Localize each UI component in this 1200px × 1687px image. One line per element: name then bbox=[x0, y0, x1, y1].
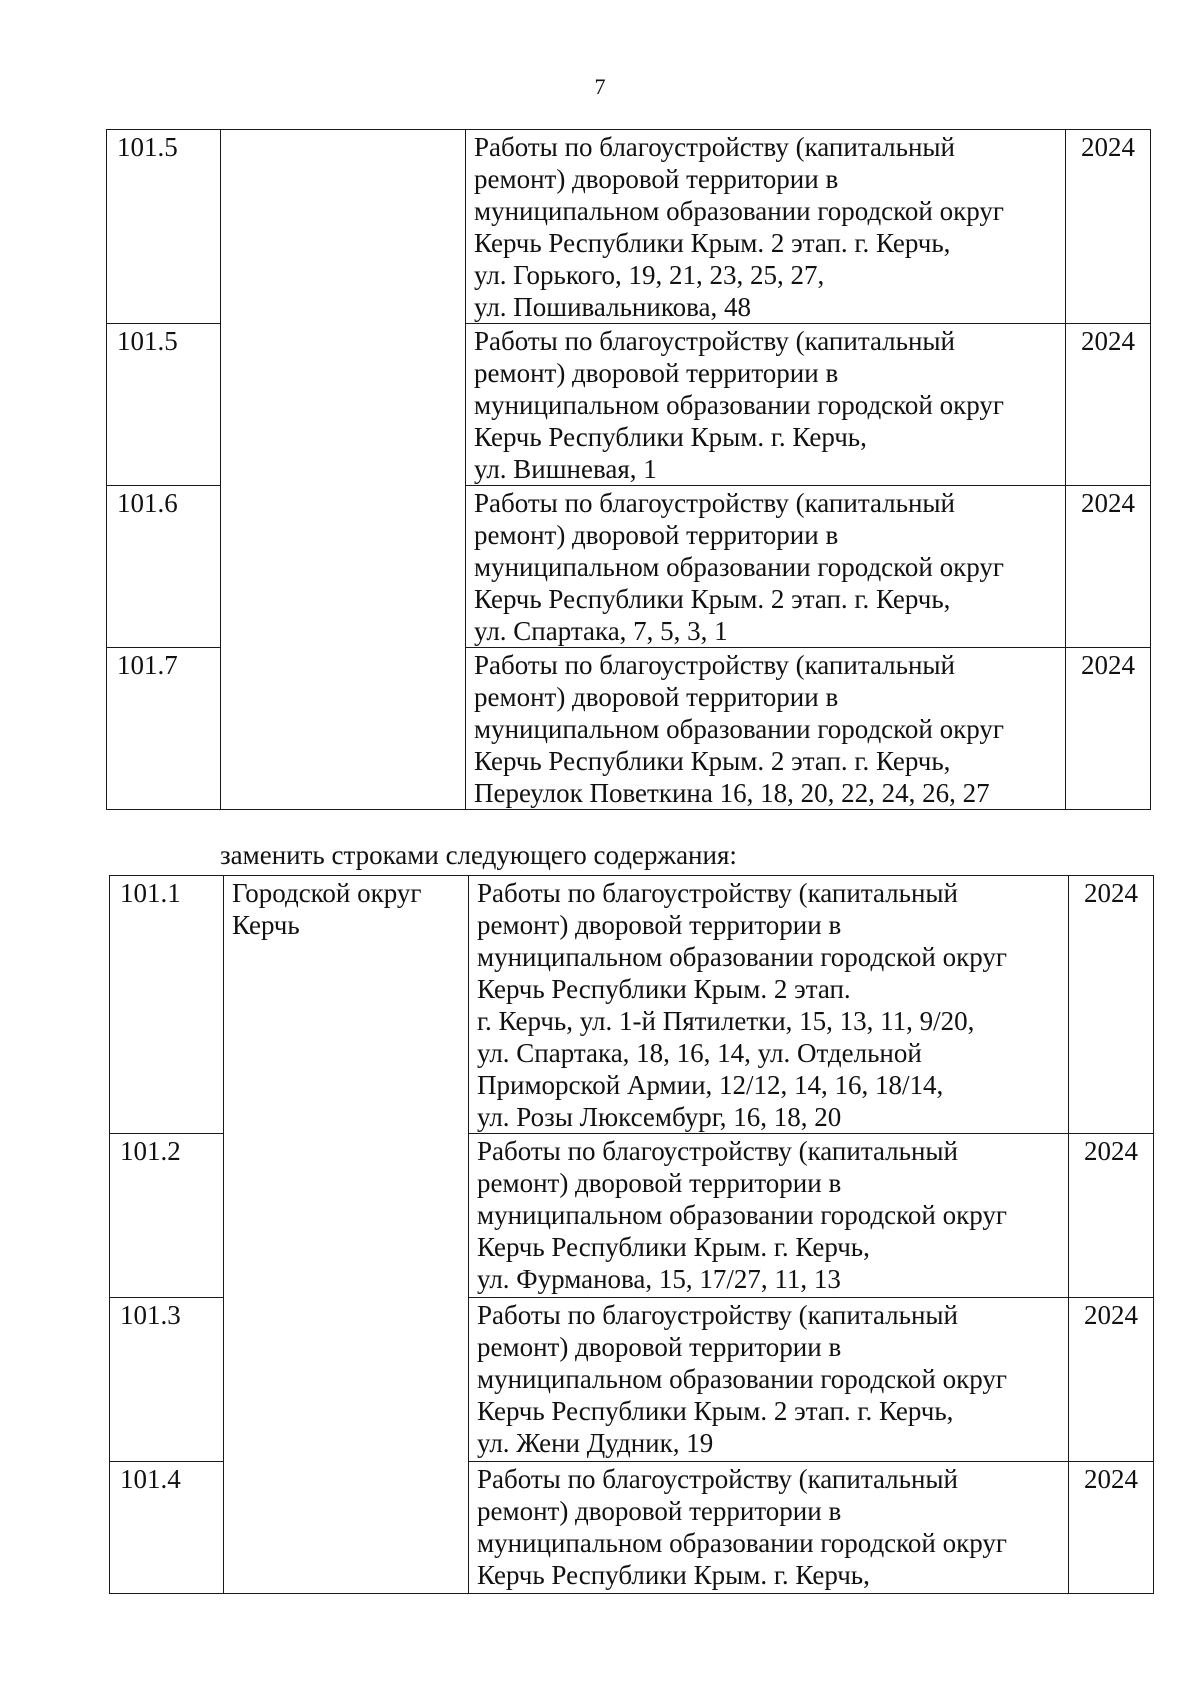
work-year: 2024 bbox=[1069, 1134, 1154, 1298]
work-year: 2024 bbox=[1066, 648, 1151, 810]
work-description: Работы по благоустройству (капитальный ремонт) дворовой территории в муниципальном образовании городской округ Керчь Республики Крым. 2 этап. г. Керчь, ул. Спартака, 7, 5, 3, 1 bbox=[466, 486, 1066, 648]
work-description: Работы по благоустройству (капитальный ремонт) дворовой территории в муниципальном образовании городской округ Керчь Республики Крым. г. Керчь, ул. Фурманова, 15, 17/27, 11, 13 bbox=[469, 1134, 1069, 1298]
row-number: 101.3 bbox=[110, 1298, 224, 1462]
replaced-rows-table bbox=[106, 129, 1151, 810]
work-year: 2024 bbox=[1069, 876, 1154, 1134]
row-number: 101.7 bbox=[107, 648, 221, 810]
row-number: 101.2 bbox=[110, 1134, 224, 1298]
work-year: 2024 bbox=[1069, 1462, 1154, 1594]
replacement-instruction: заменить строками следующего содержания: bbox=[220, 840, 737, 870]
row-number: 101.1 bbox=[110, 876, 224, 1134]
work-description: Работы по благоустройству (капитальный ремонт) дворовой территории в муниципальном образовании городской округ Керчь Республики Крым. г. Керчь, ул. Вишневая, 1 bbox=[466, 324, 1066, 486]
table-row bbox=[110, 876, 1154, 1134]
work-description: Работы по благоустройству (капитальный ремонт) дворовой территории в муниципальном образовании городской округ Керчь Республики Крым. 2 этап. г. Керчь, Переулок Поветкина 16, 18, 20, 22, 24, 26, 27 bbox=[466, 648, 1066, 810]
work-description: Работы по благоустройству (капитальный ремонт) дворовой территории в муниципальном образовании городской округ Керчь Республики Крым. 2 этап. г. Керчь, ул. 1-й Пятилетки, 15, 13, 11, 9/20, ул. Спартака, 18, 16, 14, ул. Отдельной Приморской Армии, 12/12, 14, 16, 18/14, ул. Розы Люксембург, 16, 18, 20 bbox=[469, 876, 1069, 1134]
work-year: 2024 bbox=[1069, 1298, 1154, 1462]
page-number: 7 bbox=[594, 74, 606, 99]
replacement-rows-table bbox=[109, 875, 1154, 1594]
row-number: 101.5 bbox=[107, 130, 221, 324]
work-year: 2024 bbox=[1066, 486, 1151, 648]
work-description: Работы по благоустройству (капитальный ремонт) дворовой территории в муниципальном образовании городской округ Керчь Республики Крым. 2 этап. г. Керчь, ул. Горького, 19, 21, 23, 25, 27, ул. Пошивальникова, 48 bbox=[466, 130, 1066, 324]
row-number: 101.6 bbox=[107, 486, 221, 648]
row-number: 101.5 bbox=[107, 324, 221, 486]
municipality-cell: Городской округ Керчь bbox=[224, 876, 469, 1594]
row-number: 101.4 bbox=[110, 1462, 224, 1594]
table-row bbox=[107, 130, 1151, 324]
municipality-cell bbox=[221, 130, 466, 810]
work-year: 2024 bbox=[1066, 130, 1151, 324]
work-description: Работы по благоустройству (капитальный ремонт) дворовой территории в муниципальном образовании городской округ Керчь Республики Крым. 2 этап. г. Керчь, ул. Жени Дудник, 19 bbox=[469, 1298, 1069, 1462]
work-description: Работы по благоустройству (капитальный ремонт) дворовой территории в муниципальном образовании городской округ Керчь Республики Крым. г. Керчь, bbox=[469, 1462, 1069, 1594]
work-year: 2024 bbox=[1066, 324, 1151, 486]
